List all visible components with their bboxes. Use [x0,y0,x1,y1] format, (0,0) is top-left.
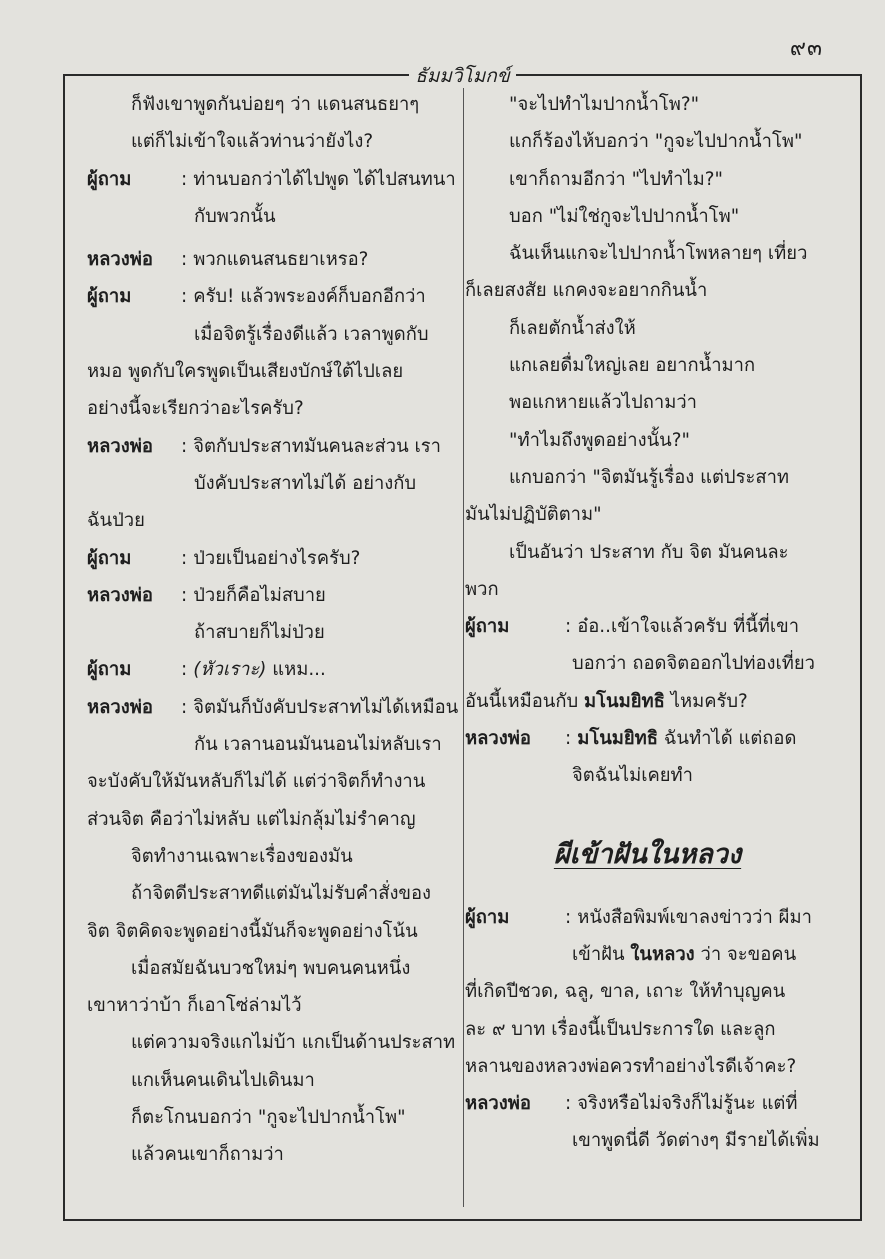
dialogue-line: หลวงพ่อ : ป่วยก็คือไม่สบาย [87,577,447,614]
text-line: ถ้าสบายก็ไม่ป่วย [194,622,325,644]
speaker-monk: หลวงพ่อ [465,1093,531,1115]
text-line: เขาก็ถามอีกว่า "ไปทำไม?" [509,168,724,190]
text-line: จะบังคับให้มันหลับก็ไม่ได้ แต่ว่าจิตก็ทำงาน [87,771,426,793]
text-line: จิตกับประสาทมันคนละส่วน เรา [193,435,442,457]
text-line: แกเห็นคนเดินไปเดินมา [131,1069,315,1091]
text-line: ก็เลยสงสัย แกคงจะอยากกินน้ำ [465,280,708,302]
emphasis-term: ในหลวง [630,943,695,965]
text-line: ป่วยก็คือไม่สบาย [193,584,326,606]
text-line: จิตทำงานเฉพาะเรื่องของมัน [131,845,353,867]
dialogue-line: ผู้ถาม : หนังสือพิมพ์เขาลงข่าวว่า ผีมา [465,899,830,936]
speaker-monk: หลวงพ่อ [87,584,153,606]
text-line: ส่วนจิต คือว่าไม่หลับ แต่ไม่กลุ้มไม่รำคาญ [87,808,416,830]
text-line: แกก็ร้องไห้บอกว่า "กูจะไปปากน้ำโพ" [509,131,803,153]
text-run: ไหมครับ? [670,690,748,712]
right-column [465,86,830,1160]
dialogue-line: หลวงพ่อ : จิตกับประสาทมันคนละส่วน เรา [87,428,447,465]
laughter-note: (หัวเราะ) [193,659,267,681]
text-line: ก็ตะโกนบอกว่า "กูจะไปปากน้ำโพ" [131,1107,406,1129]
speaker-monk: หลวงพ่อ [87,696,153,718]
column-divider [463,88,464,1207]
dialogue-line: หลวงพ่อ : จิตมันก็บังคับประสาทไม่ได้เหมือน [87,689,447,726]
text-line: จิต จิตคิดจะพูดอย่างนี้มันก็จะพูดอย่างโน้น [87,920,418,942]
emphasis-term: มโนมยิทธิ [577,728,659,750]
section-heading: ผีเข้าฝันในหลวง [553,838,742,870]
text-run: อันนี้เหมือนกับ [465,690,579,712]
text-line: ถ้าจิตดีประสาทดีแต่มันไม่รับคำสั่งของ [131,883,432,905]
text-line: พวกแดนสนธยาเหรอ? [193,249,369,271]
speaker-monk: หลวงพ่อ [87,435,153,457]
text-line: หมอ พูดกับใครพูดเป็นเสียงบักษ์ใต้ไปเลย [87,361,404,383]
dialogue-line: ผู้ถาม : ป่วยเป็นอย่างไรครับ? [87,540,447,577]
text-line: จิตฉันไม่เคยทำ [572,765,694,787]
dialogue-line: ผู้ถาม : ท่านบอกว่าได้ไปพูด ได้ไปสนทนา [87,161,447,198]
dialogue-line: หลวงพ่อ : พวกแดนสนธยาเหรอ? [87,241,447,278]
text-line: แหม... [272,659,326,681]
left-column [87,86,459,1174]
text-line: ก็เลยตักน้ำส่งให้ [509,317,636,339]
text-line: บอก "ไม่ใช่กูจะไปปากน้ำโพ" [509,205,740,227]
speaker-monk: หลวงพ่อ [465,728,531,750]
text-line: แล้วคนเขาก็ถามว่า [131,1144,284,1166]
text-line: ครับ! แล้วพระองค์ก็บอกอีกว่า [193,286,426,308]
text-line: แต่ความจริงแกไม่บ้า แกเป็นด้านประสาท [131,1032,456,1054]
text-line: จิตมันก็บังคับประสาทไม่ได้เหมือน [193,696,459,718]
text-line: ฉันเห็นแกจะไปปากน้ำโพหลายๆ เที่ยว [509,243,808,265]
text-run: ฉันทำได้ แต่ถอด [663,728,797,750]
text-line: หลานของหลวงพ่อควรทำอย่างไรดีเจ้าคะ? [465,1055,797,1077]
text-line: ละ ๙ บาท เรื่องนี้เป็นประการใด และลูก [465,1018,776,1040]
text-run: ว่า จะขอคน [700,943,797,965]
text-line [465,683,830,720]
text-line: "จะไปทำไมปากน้ำโพ?" [509,94,700,115]
text-line: บังคับประสาทไม่ได้ อย่างกับ [194,472,417,494]
text-line: ท่านบอกว่าได้ไปพูด ได้ไปสนทนา [193,168,456,190]
emphasis-term: มโนมยิทธิ [584,690,665,712]
text-line: พวก [465,578,499,600]
speaker-asker: ผู้ถาม [87,286,132,308]
dialogue-line: หลวงพ่อ : จริงหรือไม่จริงก็ไม่รู้นะ แต่ที่ [465,1085,830,1122]
text-line: แต่ก็ไม่เข้าใจแล้วท่านว่ายังไง? [131,131,374,153]
text-run: เข้าฝัน [572,943,625,965]
text-line: เขาพูดนี่ดี วัดต่างๆ มีรายได้เพิ่ม [572,1130,820,1152]
speaker-asker: ผู้ถาม [465,616,510,638]
text-line [465,936,830,973]
text-line: ก็ฟังเขาพูดกันบ่อยๆ ว่า แดนสนธยาๆ [131,94,420,115]
speaker-asker: ผู้ถาม [87,659,132,681]
text-line: "ทำไมถึงพูดอย่างนั้น?" [509,429,690,451]
dialogue-line: ผู้ถาม : อ๋อ..เข้าใจแล้วครับ ที่นี้ที่เขา [465,608,830,645]
text-line: แกเลยดื่มใหญ่เลย อยากน้ำมาก [509,355,756,377]
text-line: หนังสือพิมพ์เขาลงข่าวว่า ผีมา [577,906,812,928]
text-line: พอแกหายแล้วไปถามว่า [509,392,697,414]
text-line: อย่างนี้จะเรียกว่าอะไรครับ? [87,398,304,420]
text-line: กัน เวลานอนมันนอนไม่หลับเรา [194,734,442,756]
text-line: อ๋อ..เข้าใจแล้วครับ ที่นี้ที่เขา [577,616,800,638]
running-header-text: ธัมมวิโมกข์ [409,65,516,87]
speaker-asker: ผู้ถาม [87,547,132,569]
text-line: ที่เกิดปีชวด, ฉลู, ขาล, เถาะ ให้ทำบุญคน [465,981,786,1003]
text-line: ฉันป่วย [87,510,145,532]
dialogue-line: ผู้ถาม : (หัวเราะ) แหม... [87,651,447,688]
text-line: เมื่อจิตรู้เรื่องดีแล้ว เวลาพูดกับ [194,323,429,345]
text-line: มันไม่ปฏิบัติตาม" [465,504,602,526]
text-line: เมื่อสมัยฉันบวชใหม่ๆ พบคนคนหนึ่ง [131,957,411,979]
text-line: ป่วยเป็นอย่างไรครับ? [193,547,361,569]
text-line: แกบอกว่า "จิตมันรู้เรื่อง แต่ประสาท [509,466,790,488]
page-number: ๙๓ [789,36,823,61]
speaker-asker: ผู้ถาม [465,906,510,928]
dialogue-line: ผู้ถาม : ครับ! แล้วพระองค์ก็บอกอีกว่า [87,278,447,315]
text-line: กับพวกนั้น [194,205,276,227]
text-line: บอกว่า ถอดจิตออกไปท่องเที่ยว [572,653,816,675]
speaker-monk: หลวงพ่อ [87,249,153,271]
speaker-asker: ผู้ถาม [87,168,132,190]
dialogue-line: หลวงพ่อ : มโนมยิทธิ ฉันทำได้ แต่ถอด [465,720,830,757]
text-line: เป็นอันว่า ประสาท กับ จิต มันคนละ [509,541,789,563]
text-line: จริงหรือไม่จริงก็ไม่รู้นะ แต่ที่ [577,1093,798,1115]
text-line: เขาหาว่าบ้า ก็เอาโซ่ล่ามไว้ [87,995,302,1017]
